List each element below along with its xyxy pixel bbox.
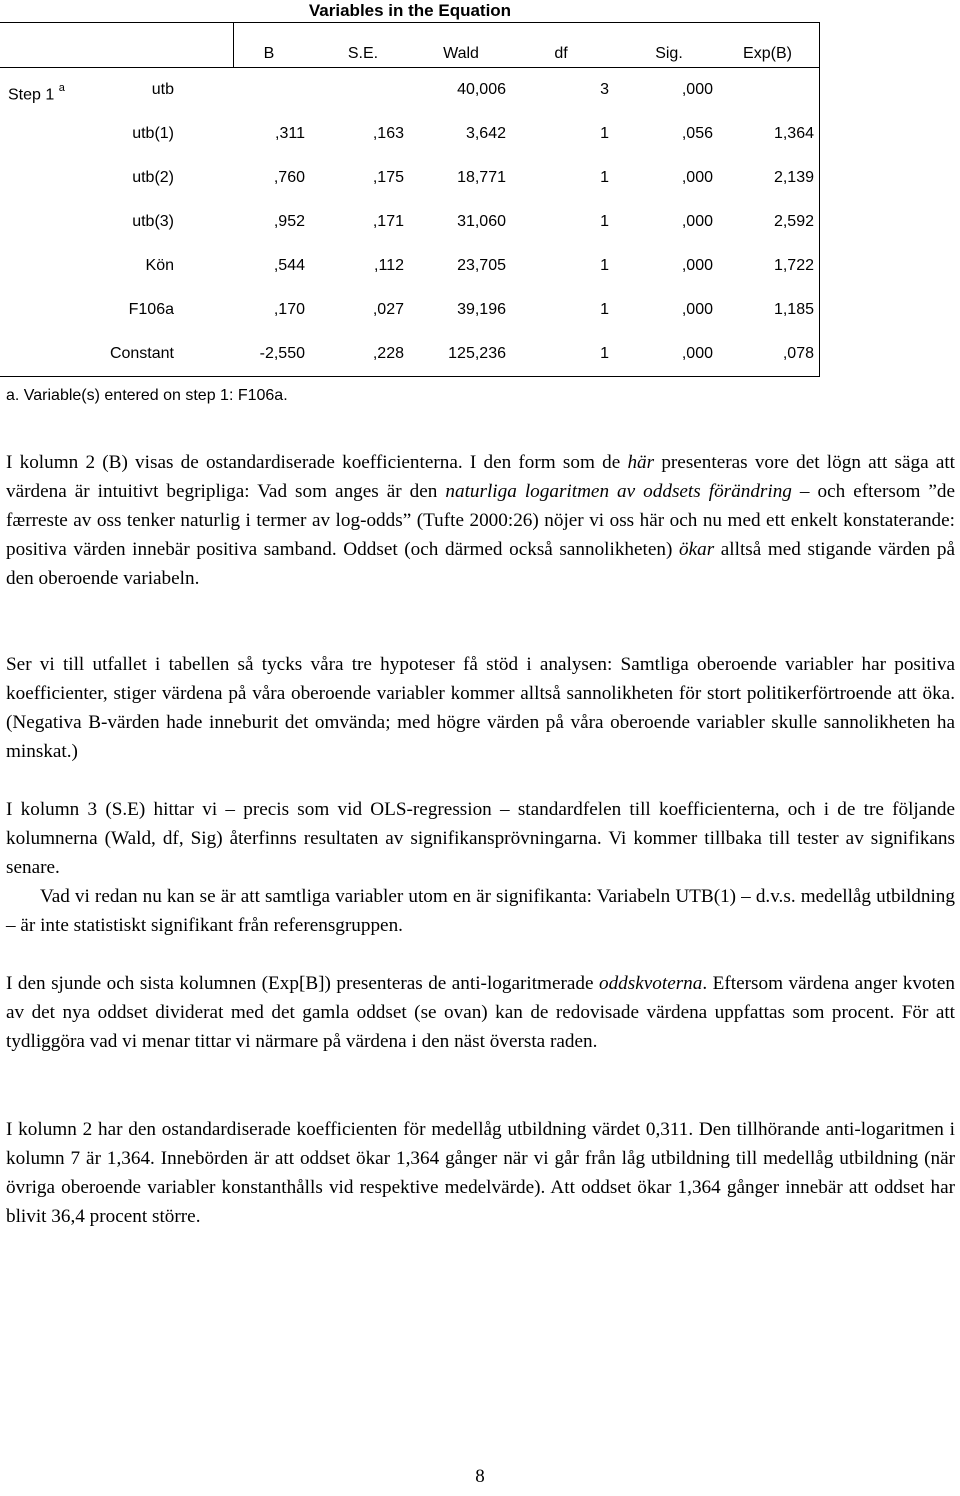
table-row (0, 112, 820, 156)
cell-wald: 23,705 (457, 257, 506, 274)
paragraph-1: I kolumn 2 (B) visas de ostandardiserade koefficienterna. I den form som de här presenteras vore det lögn att säga att värdena är intuitivt begripliga: Vad som anges är den naturliga logaritmen av oddsets förändring – och eftersom ”de færreste av oss tenker naturlig i termer av log-odds” (Tufte 2000:26) nöjer vi oss här och nu med ett enkelt konstaterande: positiva värden innebär positiva samband. Oddset (och därmed också sannolikheten) ökar alltså med stigande värden på den oberoende variabeln. (6, 452, 956, 589)
table-footnote: a. Variable(s) entered on step 1: F106a. (6, 387, 288, 404)
header-se: S.E. (347, 45, 379, 62)
paragraph-3: I kolumn 3 (S.E) hittar vi – precis som vid OLS-regression – standardfelen till koefficienterna, och i de tre följande kolumnerna (Wald, df, Sig) återfinns resultaten av signifikansprövningarna. Vi kommer tillbaka till tester av signifikans senare. (6, 799, 955, 878)
header-sig: Sig. (655, 45, 683, 62)
cell-b: ,311 (275, 125, 305, 142)
cell-sig: ,000 (681, 213, 713, 230)
cell-b: -2,550 (259, 345, 305, 362)
cell-b: ,544 (273, 257, 305, 274)
cell-se: ,171 (372, 213, 404, 230)
cell-sig: ,000 (681, 301, 713, 318)
paragraph-4: Vad vi redan nu kan se är att samtliga variabler utom en är signifikanta: Variabeln UTB(1) – d.v.s. medellåg utbildning – är inte statistiskt signifikant från referensgruppen. (6, 886, 955, 936)
table-row (0, 200, 820, 244)
cell-se: ,163 (372, 125, 404, 142)
cell-df: 1 (600, 345, 609, 362)
row-variable: utb(2) (132, 169, 174, 186)
cell-wald: 40,006 (457, 81, 506, 98)
header-wald: Wald (443, 45, 479, 62)
table-row (0, 288, 820, 332)
row-variable: utb (151, 81, 174, 98)
cell-sig: ,000 (681, 257, 713, 274)
paragraph-5: I den sjunde och sista kolumnen (Exp[B]) presenteras de anti-logaritmerade oddskvoterna. Eftersom värdena anger kvoten av det nya oddset dividerat med det gamla oddset (se ovan) kan de redovisade värdena uppfattas som procent. För att tydliggöra vad vi menar tittar vi närmare på värdena i den näst översta raden. (6, 973, 955, 1052)
cell-b (233, 68, 305, 112)
row-variable: Kön (145, 257, 174, 274)
cell-df: 3 (600, 81, 609, 98)
cell-df: 1 (600, 169, 609, 186)
table-header-row (0, 22, 820, 68)
cell-wald: 3,642 (465, 125, 506, 142)
cell-sig: ,056 (681, 125, 713, 142)
cell-se: ,228 (372, 345, 404, 362)
cell-df: 1 (600, 301, 609, 318)
cell-df: 1 (600, 213, 609, 230)
page-number: 8 (475, 1466, 485, 1487)
cell-se: ,027 (372, 301, 404, 318)
cell-se: ,112 (374, 257, 404, 274)
cell-b: ,952 (273, 213, 305, 230)
row-variable: utb(1) (132, 125, 174, 142)
cell-wald: 31,060 (457, 213, 506, 230)
cell-wald: 125,236 (448, 345, 506, 362)
cell-df: 1 (600, 257, 609, 274)
row-variable: Constant (109, 345, 174, 362)
cell-se (305, 68, 404, 112)
cell-expb: 1,722 (773, 257, 814, 274)
header-b: B (263, 45, 275, 62)
cell-expb: ,078 (782, 345, 814, 362)
cell-sig: ,000 (681, 345, 713, 362)
table-row (0, 332, 820, 377)
cell-df: 1 (600, 125, 609, 142)
cell-wald: 39,196 (457, 301, 506, 318)
cell-expb: 1,364 (773, 125, 814, 142)
header-expb: Exp(B) (743, 45, 792, 62)
table-title: Variables in the Equation (308, 1, 512, 20)
table-row (0, 244, 820, 288)
row-variable: F106a (128, 301, 174, 318)
table-row (0, 68, 820, 112)
row-variable: utb(3) (132, 213, 174, 230)
cell-expb: 1,185 (773, 301, 814, 318)
cell-b: ,170 (273, 301, 305, 318)
cell-wald: 18,771 (457, 169, 506, 186)
cell-expb (713, 68, 814, 112)
cell-b: ,760 (273, 169, 305, 186)
variables-table (0, 22, 820, 377)
cell-expb: 2,139 (773, 169, 814, 186)
table-row (0, 156, 820, 200)
paragraph-2: Ser vi till utfallet i tabellen så tycks våra tre hypoteser få stöd i analysen: Samtliga oberoende variabler har positiva koefficienter, stiger värdena på våra oberoende variabler kommer alltså sannolikheten för stort politikerförtroende att öka. (Negativa B-värden hade inneburit det omvända; med högre värden på våra oberoende variabler skulle sannolikheten ha minskat.) (6, 654, 955, 762)
cell-expb: 2,592 (773, 213, 814, 230)
header-df: df (554, 45, 568, 62)
paragraph-6: I kolumn 2 har den ostandardiserade koefficienten för medellåg utbildning värdet 0,311. Den tillhörande anti-logaritmen i kolumn 7 är 1,364. Innebörden är att oddset ökar 1,364 gånger när vi går från låg utbildning till medellåg utbildning (när övriga oberoende variabler konstanthålls vid respektive medelvärde). Att oddset ökar 1,364 gånger innebär att oddset har blivit 36,4 procent större. (6, 1119, 955, 1227)
step-label: Step 1 $^a$ (8, 82, 65, 104)
cell-sig: ,000 (681, 81, 713, 98)
cell-se: ,175 (372, 169, 404, 186)
cell-sig: ,000 (681, 169, 713, 186)
